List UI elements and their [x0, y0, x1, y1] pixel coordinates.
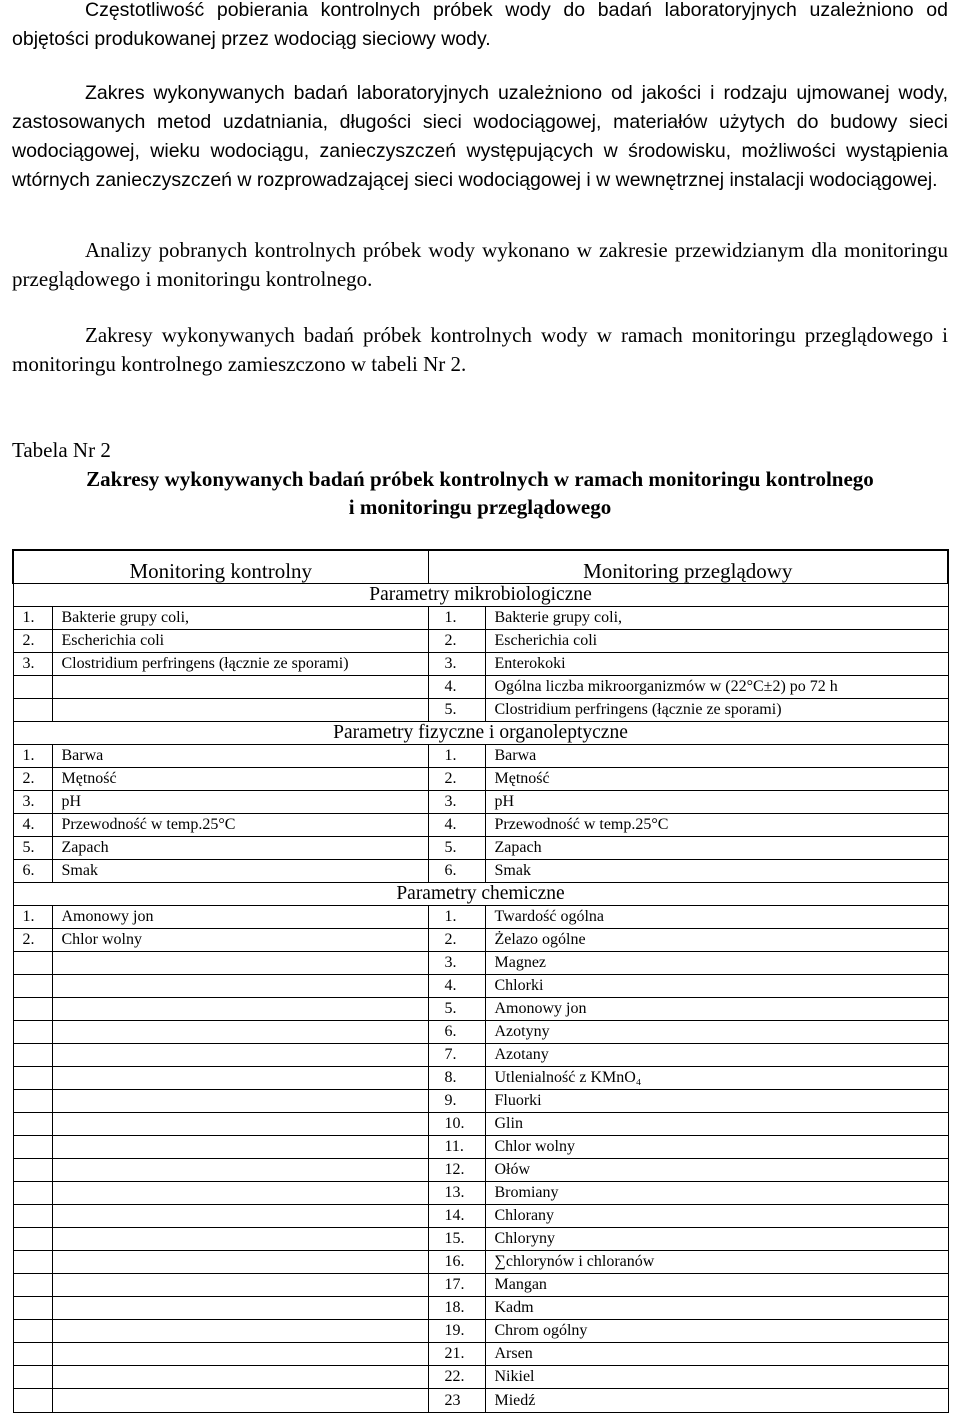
left-number-cell [13, 1044, 52, 1067]
table-row [13, 1136, 948, 1159]
table-row [13, 998, 948, 1021]
table-row [13, 1251, 948, 1274]
table-row [13, 607, 948, 630]
left-number-cell [13, 1090, 52, 1113]
right-number-cell: 21. [428, 1343, 485, 1366]
section-header-row [13, 722, 948, 745]
left-parameter-cell [52, 1366, 428, 1389]
right-number-cell: 3. [428, 653, 485, 676]
left-parameter-cell: Amonowy jon [52, 906, 428, 929]
left-parameter-cell: Zapach [52, 837, 428, 860]
left-number-cell [13, 1159, 52, 1182]
left-parameter-cell [52, 1021, 428, 1044]
right-parameter-cell: pH [485, 791, 948, 814]
table-row [13, 814, 948, 837]
left-parameter-cell: Mętność [52, 768, 428, 791]
right-parameter-cell: Nikiel [485, 1366, 948, 1389]
table-row [13, 1090, 948, 1113]
table-caption: Tabela Nr 2 [12, 438, 111, 462]
table-row [13, 768, 948, 791]
left-number-cell [13, 1366, 52, 1389]
paragraph-table-reference: Zakresy wykonywanych badań próbek kontrolnych wody w ramach monitoringu przeglądowego i monitoringu kontrolnego zamieszczono w tabeli Nr 2. [12, 323, 948, 376]
right-parameter-cell: Ogólna liczba mikroorganizmów w (22°C±2) po 72 h [485, 676, 948, 699]
left-number-cell: 2. [13, 768, 52, 791]
left-parameter-cell [52, 1159, 428, 1182]
left-parameter-cell [52, 1205, 428, 1228]
left-number-cell: 1. [13, 607, 52, 630]
right-parameter-cell: Amonowy jon [485, 998, 948, 1021]
section-header-row [13, 883, 948, 906]
right-number-cell: 2. [428, 768, 485, 791]
right-parameter-cell: Azotany [485, 1044, 948, 1067]
right-number-cell: 13. [428, 1182, 485, 1205]
monitoring-table-body [13, 550, 948, 1413]
right-parameter-cell: Chlor wolny [485, 1136, 948, 1159]
table-row [13, 1205, 948, 1228]
right-number-cell: 8. [428, 1067, 485, 1090]
left-number-cell [13, 1136, 52, 1159]
left-number-cell [13, 1113, 52, 1136]
right-number-cell: 4. [428, 676, 485, 699]
right-number-cell: 7. [428, 1044, 485, 1067]
left-parameter-cell [52, 1251, 428, 1274]
right-parameter-cell: Barwa [485, 745, 948, 768]
table-row [13, 1366, 948, 1389]
right-number-cell: 15. [428, 1228, 485, 1251]
right-parameter-cell: Arsen [485, 1343, 948, 1366]
right-number-cell: 17. [428, 1274, 485, 1297]
left-number-cell [13, 1228, 52, 1251]
table-row [13, 1113, 948, 1136]
right-number-cell: 3. [428, 952, 485, 975]
left-parameter-cell [52, 1274, 428, 1297]
left-parameter-cell: Escherichia coli [52, 630, 428, 653]
header-monitoring-przegladowy: Monitoring przeglądowy [428, 550, 948, 584]
table-row [13, 745, 948, 768]
paragraph-analyses: Analizy pobranych kontrolnych próbek wody wykonano w zakresie przewidzianym dla monitoringu przeglądowego i monitoringu kontrolnego. [12, 238, 948, 291]
table-row [13, 1228, 948, 1251]
left-parameter-cell [52, 1136, 428, 1159]
table-title-line-2: i monitoringu przeglądowego [348, 495, 612, 519]
left-number-cell [13, 676, 52, 699]
left-parameter-cell [52, 975, 428, 998]
right-number-cell: 16. [428, 1251, 485, 1274]
right-parameter-cell: Twardość ogólna [485, 906, 948, 929]
right-number-cell: 11. [428, 1136, 485, 1159]
right-number-cell: 9. [428, 1090, 485, 1113]
left-number-cell [13, 998, 52, 1021]
table-row [13, 1320, 948, 1343]
left-parameter-cell: Clostridium perfringens (łącznie ze sporami) [52, 653, 428, 676]
table-row [13, 630, 948, 653]
right-parameter-cell: Enterokoki [485, 653, 948, 676]
table-row [13, 837, 948, 860]
right-number-cell: 23 [428, 1389, 485, 1413]
left-number-cell: 4. [13, 814, 52, 837]
right-number-cell: 4. [428, 814, 485, 837]
section-header-row [13, 584, 948, 607]
table-row [13, 952, 948, 975]
left-number-cell [13, 1389, 52, 1413]
left-number-cell: 5. [13, 837, 52, 860]
left-number-cell [13, 1251, 52, 1274]
right-parameter-cell: Chloryny [485, 1228, 948, 1251]
left-parameter-cell [52, 1389, 428, 1413]
right-parameter-cell: Miedź [485, 1389, 948, 1413]
table-row [13, 653, 948, 676]
right-parameter-cell: Utlenialność z KMnO₄ [485, 1067, 948, 1090]
right-number-cell: 5. [428, 837, 485, 860]
left-parameter-cell: Barwa [52, 745, 428, 768]
table-row [13, 1274, 948, 1297]
right-parameter-cell: Azotyny [485, 1021, 948, 1044]
right-parameter-cell: Smak [485, 860, 948, 883]
table-row [13, 1389, 948, 1413]
left-parameter-cell [52, 952, 428, 975]
table-row [13, 791, 948, 814]
left-number-cell [13, 975, 52, 998]
table-row [13, 1067, 948, 1090]
right-number-cell: 6. [428, 1021, 485, 1044]
left-parameter-cell [52, 998, 428, 1021]
right-number-cell: 5. [428, 998, 485, 1021]
paragraph-scope-of-tests: Zakres wykonywanych badań laboratoryjnych uzależniono od jakości i rodzaju ujmowanej wody, zastosowanych metod uzdatniania, długości sieci wodociągowej, materiałów użytych do budowy sieci wodociągowej, wieku wodociągu, zanieczyszczeń występujących w środowisku, możliwości wystąpienia wtórnych zanieczyszczeń w rozprowadzającej sieci wodociągowej i w wewnętrznej instalacji wodociągowej. [12, 82, 948, 191]
left-number-cell [13, 1297, 52, 1320]
right-parameter-cell: Żelazo ogólne [485, 929, 948, 952]
paragraph-sampling-frequency: Częstotliwość pobierania kontrolnych próbek wody do badań laboratoryjnych uzależniono od objętości produkowanej przez wodociąg sieciowy wody. [12, 0, 948, 50]
left-parameter-cell: pH [52, 791, 428, 814]
table-row [13, 1021, 948, 1044]
left-number-cell [13, 1182, 52, 1205]
left-number-cell [13, 1021, 52, 1044]
right-number-cell: 2. [428, 630, 485, 653]
table-row [13, 860, 948, 883]
section-title: Parametry mikrobiologiczne [13, 584, 948, 607]
right-parameter-cell: ∑chlorynów i chloranów [485, 1251, 948, 1274]
right-parameter-cell: Chlorki [485, 975, 948, 998]
right-number-cell: 2. [428, 929, 485, 952]
left-parameter-cell [52, 699, 428, 722]
left-parameter-cell: Bakterie grupy coli, [52, 607, 428, 630]
table-row [13, 1044, 948, 1067]
table-row [13, 906, 948, 929]
left-number-cell: 2. [13, 630, 52, 653]
right-parameter-cell: Escherichia coli [485, 630, 948, 653]
right-number-cell: 6. [428, 860, 485, 883]
left-number-cell [13, 1320, 52, 1343]
left-number-cell [13, 952, 52, 975]
section-title: Parametry chemiczne [13, 883, 948, 906]
right-parameter-cell: Mętność [485, 768, 948, 791]
right-parameter-cell: Ołów [485, 1159, 948, 1182]
left-number-cell [13, 699, 52, 722]
right-number-cell: 4. [428, 975, 485, 998]
left-number-cell [13, 1067, 52, 1090]
monitoring-table [12, 549, 949, 1413]
left-parameter-cell [52, 1343, 428, 1366]
right-parameter-cell: Glin [485, 1113, 948, 1136]
left-number-cell: 1. [13, 906, 52, 929]
table-row [13, 699, 948, 722]
left-parameter-cell [52, 1297, 428, 1320]
table-row [13, 929, 948, 952]
right-number-cell: 1. [428, 607, 485, 630]
table-row [13, 1159, 948, 1182]
right-parameter-cell: Bakterie grupy coli, [485, 607, 948, 630]
right-number-cell: 5. [428, 699, 485, 722]
left-number-cell: 2. [13, 929, 52, 952]
right-parameter-cell: Zapach [485, 837, 948, 860]
right-parameter-cell: Bromiany [485, 1182, 948, 1205]
table-row [13, 1297, 948, 1320]
table-title-line-1: Zakresy wykonywanych badań próbek kontrolnych w ramach monitoringu kontrolnego [86, 467, 874, 491]
right-parameter-cell: Kadm [485, 1297, 948, 1320]
left-number-cell: 1. [13, 745, 52, 768]
right-number-cell: 1. [428, 745, 485, 768]
right-number-cell: 22. [428, 1366, 485, 1389]
right-parameter-cell: Fluorki [485, 1090, 948, 1113]
section-title: Parametry fizyczne i organoleptyczne [13, 722, 948, 745]
table-row [13, 676, 948, 699]
right-parameter-cell: Clostridium perfringens (łącznie ze sporami) [485, 699, 948, 722]
right-parameter-cell: Chrom ogólny [485, 1320, 948, 1343]
left-parameter-cell [52, 1067, 428, 1090]
left-parameter-cell [52, 1090, 428, 1113]
right-parameter-cell: Przewodność w temp.25°C [485, 814, 948, 837]
left-parameter-cell: Przewodność w temp.25°C [52, 814, 428, 837]
right-number-cell: 19. [428, 1320, 485, 1343]
right-parameter-cell: Chlorany [485, 1205, 948, 1228]
right-parameter-cell: Mangan [485, 1274, 948, 1297]
table-row [13, 1343, 948, 1366]
left-parameter-cell: Chlor wolny [52, 929, 428, 952]
left-number-cell [13, 1205, 52, 1228]
right-parameter-cell: Magnez [485, 952, 948, 975]
right-number-cell: 10. [428, 1113, 485, 1136]
left-parameter-cell [52, 676, 428, 699]
right-number-cell: 18. [428, 1297, 485, 1320]
left-parameter-cell [52, 1320, 428, 1343]
right-number-cell: 1. [428, 906, 485, 929]
right-number-cell: 14. [428, 1205, 485, 1228]
table-header-row [13, 550, 948, 584]
left-number-cell [13, 1274, 52, 1297]
left-number-cell: 3. [13, 791, 52, 814]
table-row [13, 1182, 948, 1205]
left-parameter-cell [52, 1044, 428, 1067]
left-number-cell: 3. [13, 653, 52, 676]
table-title [0, 465, 960, 521]
right-number-cell: 12. [428, 1159, 485, 1182]
left-parameter-cell [52, 1113, 428, 1136]
left-parameter-cell: Smak [52, 860, 428, 883]
left-parameter-cell [52, 1228, 428, 1251]
table-row [13, 975, 948, 998]
left-number-cell [13, 1343, 52, 1366]
left-number-cell: 6. [13, 860, 52, 883]
header-monitoring-kontrolny: Monitoring kontrolny [13, 550, 428, 584]
right-number-cell: 3. [428, 791, 485, 814]
left-parameter-cell [52, 1182, 428, 1205]
